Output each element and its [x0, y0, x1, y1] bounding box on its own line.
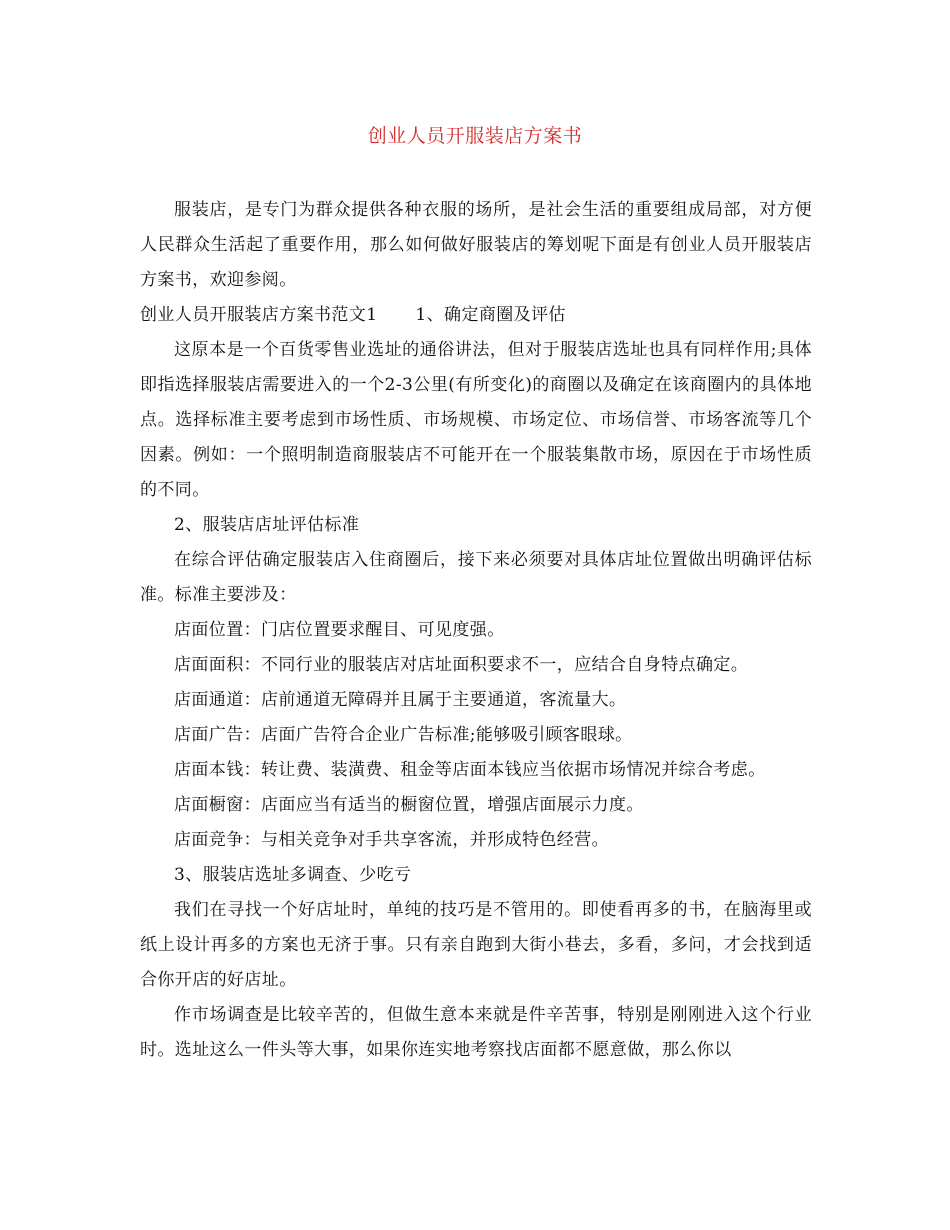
- section-title: 创业人员开服装店方案书范文1: [140, 305, 378, 325]
- section-heading-line: [140, 298, 812, 333]
- criteria-item-window: 店面橱窗：店面应当有适当的橱窗位置，增强店面展示力度。: [174, 795, 644, 815]
- paragraph-3: 我们在寻找一个好店址时，单纯的技巧是不管用的。即使看再多的书，在脑海里或纸上设计再多的方案也无济于事。只有亲自跑到大街小巷去，多看，多问，才会找到适合你开店的好店址。: [140, 900, 812, 990]
- heading-3: 3、服装店选址多调查、少吃亏: [174, 865, 412, 885]
- intro-paragraph: 服装店，是专门为群众提供各种衣服的场所，是社会生活的重要组成局部，对方便人民群众生活起了重要作用，那么如何做好服装店的筹划呢下面是有创业人员开服装店方案书，欢迎参阅。: [140, 200, 812, 290]
- criteria-item-competition: 店面竞争：与相关竞争对手共享客流，并形成特色经营。: [174, 830, 609, 850]
- paragraph-1: 这原本是一个百货零售业选址的通俗讲法，但对于服装店选址也具有同样作用;具体即指选择服装店需要进入的一个2-3公里(有所变化)的商圈以及确定在该商圈内的具体地点。选择标准主要考虑到市场性质、市场规模、市场定位、市场信誉、市场客流等几个因素。例如：一个照明制造商服装店不可能开在一个服装集散市场，原因在于市场性质的不同。: [140, 340, 812, 500]
- paragraph-2: 在综合评估确定服装店入住商圈后，接下来必须要对具体店址位置做出明确评估标准。标准主要涉及：: [140, 550, 812, 605]
- document-title: 创业人员开服装店方案书: [367, 125, 583, 147]
- paragraph-4: 作市场调查是比较辛苦的，但做生意本来就是件辛苦事，特别是刚刚进入这个行业时。选址这么一件头等大事，如果你连实地考察找店面都不愿意做，那么你以: [140, 1005, 812, 1060]
- criteria-item-location: 店面位置：门店位置要求醒目、可见度强。: [174, 620, 505, 640]
- heading-1: 1、确定商圈及评估: [415, 305, 566, 325]
- criteria-item-advertising: 店面广告：店面广告符合企业广告标准;能够吸引顾客眼球。: [174, 725, 633, 745]
- criteria-item-passage: 店面通道：店前通道无障碍并且属于主要通道，客流量大。: [174, 690, 627, 710]
- criteria-item-cost: 店面本钱：转让费、装潢费、租金等店面本钱应当依据市场情况并综合考虑。: [174, 760, 766, 780]
- heading-2: 2、服装店店址评估标准: [174, 515, 360, 535]
- document-body: [140, 193, 812, 1068]
- criteria-item-area: 店面面积：不同行业的服装店对店址面积要求不一，应结合自身特点确定。: [174, 655, 749, 675]
